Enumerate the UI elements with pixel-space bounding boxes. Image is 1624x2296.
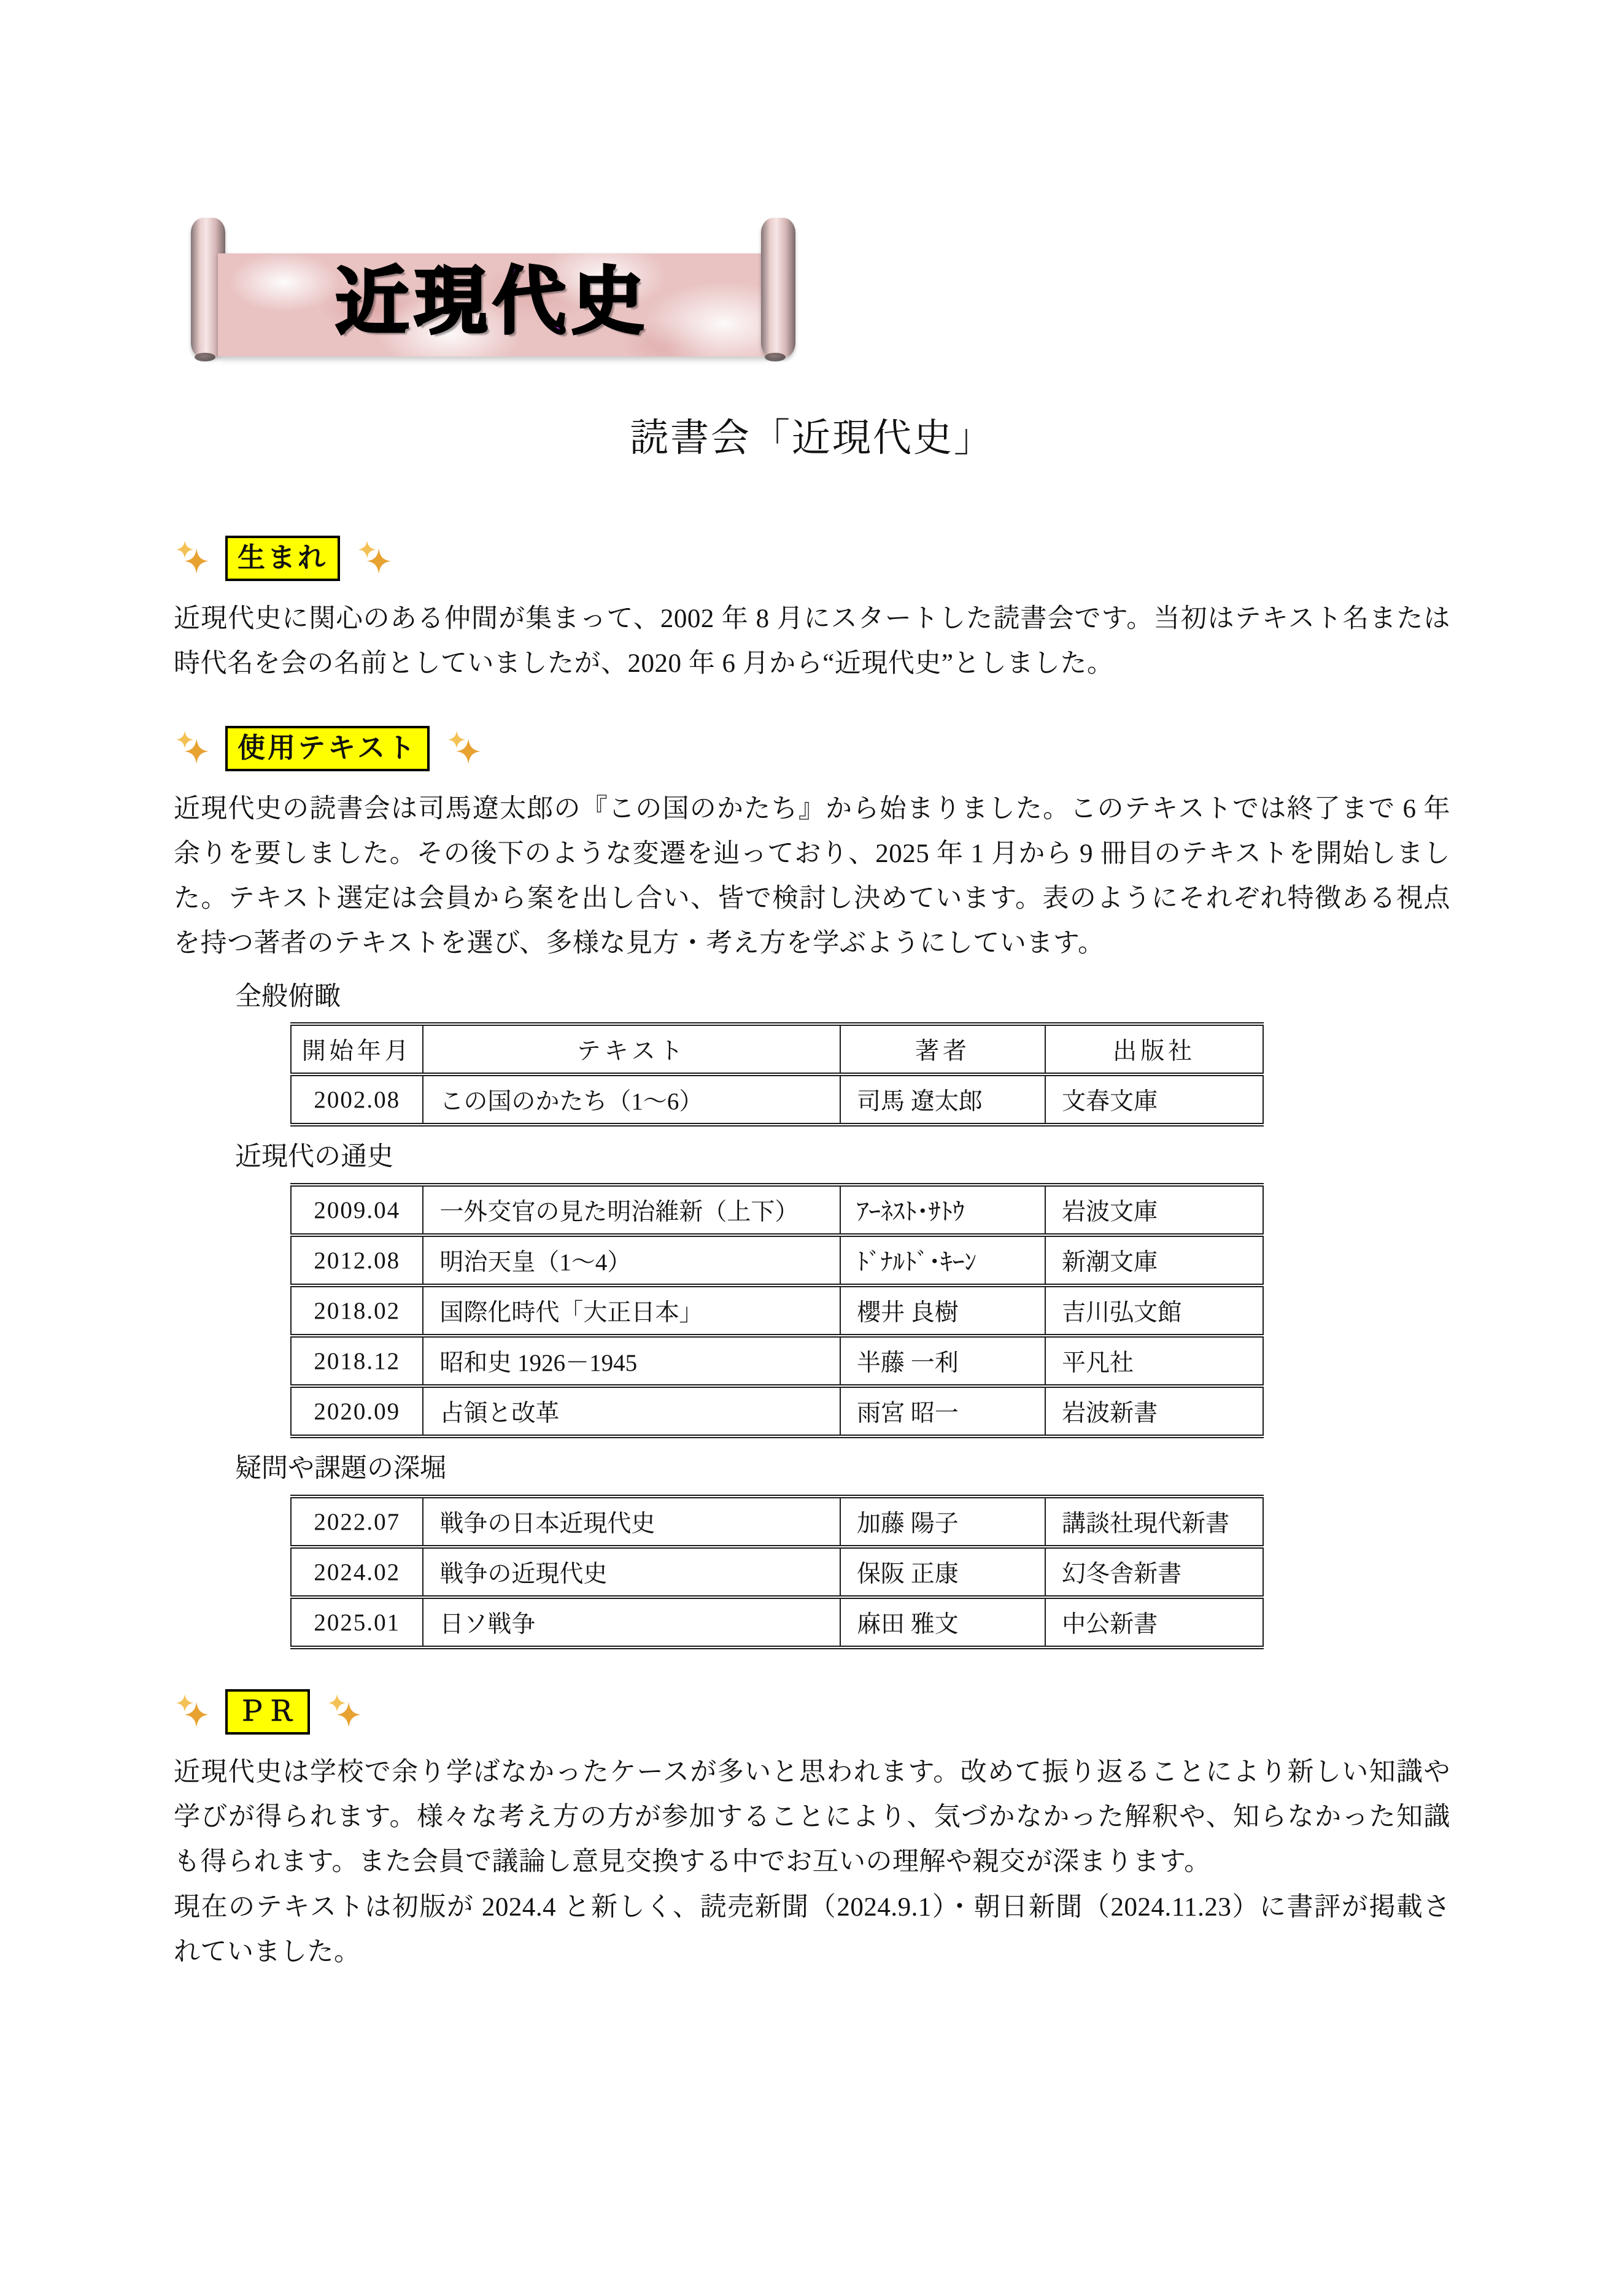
- sparkle-icon: [174, 1693, 209, 1731]
- table-cell: 司馬 遼太郎: [840, 1074, 1045, 1125]
- scroll-roll-right-icon: [761, 218, 795, 358]
- table-cell: 2020.09: [291, 1386, 423, 1436]
- table-cell: 2022.07: [291, 1497, 423, 1547]
- section-heading-badge: ＰＲ: [225, 1689, 310, 1735]
- table-row: [291, 1336, 1263, 1386]
- texts-table-general-history: [290, 1183, 1264, 1438]
- table-cell: この国のかたち（1～6）: [423, 1074, 840, 1125]
- column-header: 著者: [840, 1024, 1045, 1074]
- table-cell: 2012.08: [291, 1235, 423, 1285]
- table-cell: 文春文庫: [1045, 1074, 1263, 1125]
- table-header-row: [291, 1024, 1263, 1074]
- table-cell: 2018.02: [291, 1285, 423, 1336]
- sparkle-icon: [356, 539, 392, 577]
- table-cell: 2018.12: [291, 1336, 423, 1386]
- table-row: [291, 1185, 1263, 1235]
- column-header: テキスト: [423, 1024, 840, 1074]
- table-cell: 戦争の近現代史: [423, 1547, 840, 1597]
- table-cell: 占領と改革: [423, 1386, 840, 1436]
- table-cell: 半藤 一利: [840, 1336, 1045, 1386]
- section-paragraph: 近現代史は学校で余り学ばなかったケースが多いと思われます。改めて振り返ることにより新しい知識や学びが得られます。様々な考え方の方が参加することにより、気づかなかった解釈や、知らなかった知識も得られます。また会員で議論し意見交換する中でお互いの理解や親交が深まります。: [174, 1758, 1450, 1877]
- sparkle-icon: [326, 1693, 362, 1731]
- table-group-label: 近現代の通史: [235, 1142, 393, 1172]
- banner-scroll: [191, 218, 795, 358]
- section-paragraph: 現在のテキストは初版が 2024.4 と新しく、読売新聞（2024.9.1）・朝日新聞（2024.11.23）に書評が掲載されていました。: [174, 1892, 1450, 1967]
- table-cell: 2002.08: [291, 1074, 423, 1125]
- table-cell: 保阪 正康: [840, 1547, 1045, 1597]
- text-history-tables: [174, 980, 1450, 1650]
- table-cell: 昭和史 1926－1945: [423, 1336, 840, 1386]
- table-cell: ﾄﾞﾅﾙﾄﾞ･ｷｰﾝ: [840, 1235, 1045, 1285]
- table-cell: 2025.01: [291, 1597, 423, 1647]
- table-cell: 加藤 陽子: [840, 1497, 1045, 1547]
- table-cell: 新潮文庫: [1045, 1235, 1263, 1285]
- table-cell: 平凡社: [1045, 1336, 1263, 1386]
- table-cell: 麻田 雅文: [840, 1597, 1045, 1647]
- sparkle-icon: [446, 730, 481, 768]
- section-paragraph: 近現代史に関心のある仲間が集まって、2002 年 8 月にスタートした読書会です。当初はテキスト名または時代名を会の名前としていましたが、2020 年 6 月から“近現代史”としました。: [174, 604, 1450, 679]
- table-row: [291, 1386, 1263, 1436]
- table-cell: 戦争の日本近現代史: [423, 1497, 840, 1547]
- table-cell: 2024.02: [291, 1547, 423, 1597]
- table-row: [291, 1285, 1263, 1336]
- table-cell: 雨宮 昭一: [840, 1386, 1045, 1436]
- table-row: [291, 1235, 1263, 1285]
- section-paragraph: 近現代史の読書会は司馬遼太郎の『この国のかたち』から始まりました。このテキストでは終了まで 6 年余りを要しました。その後下のような変遷を辿っており、2025 年 1 月から 9 冊目のテキストを開始しました。テキスト選定は会員から案を出し合い、皆で検討し決めています。表のようにそれぞれ特徴ある視点を持つ著者のテキストを選び、多様な見方・考え方を学ぶようにしています。: [174, 795, 1450, 958]
- table-cell: ｱｰﾈｽﾄ･ｻﾄｳ: [840, 1185, 1045, 1235]
- section-pr: [174, 1685, 1450, 1974]
- texts-table-overview: [290, 1022, 1264, 1127]
- column-header: 開始年月: [291, 1024, 423, 1074]
- table-cell: 一外交官の見た明治維新（上下）: [423, 1185, 840, 1235]
- banner-marble-band: [218, 253, 768, 356]
- section-origin: [174, 531, 1450, 686]
- table-cell: 中公新書: [1045, 1597, 1263, 1647]
- table-cell: 幻冬舎新書: [1045, 1547, 1263, 1597]
- section-heading-badge: 生まれ: [225, 536, 340, 582]
- section-heading: [174, 722, 1450, 776]
- section-heading: [174, 531, 1450, 585]
- section-heading-badge: 使用テキスト: [225, 726, 430, 772]
- section-heading: [174, 1685, 1450, 1739]
- table-row: [291, 1597, 1263, 1647]
- table-row: [291, 1547, 1263, 1597]
- section-texts: [174, 722, 1450, 1649]
- column-header: 出版社: [1045, 1024, 1263, 1074]
- sparkle-icon: [174, 730, 209, 768]
- table-cell: 吉川弘文館: [1045, 1285, 1263, 1336]
- texts-table-deep-dive: [290, 1495, 1264, 1649]
- table-cell: 櫻井 良樹: [840, 1285, 1045, 1336]
- sparkle-icon: [174, 539, 209, 577]
- table-cell: 講談社現代新書: [1045, 1497, 1263, 1547]
- table-row: [291, 1497, 1263, 1547]
- banner-text: 近現代史: [336, 262, 651, 342]
- table-group-label: 疑問や課題の深堀: [235, 1454, 446, 1484]
- table-row: [291, 1074, 1263, 1125]
- table-cell: 国際化時代「大正日本」: [423, 1285, 840, 1336]
- page-title: 読書会「近現代史」: [630, 417, 994, 460]
- table-cell: 日ソ戦争: [423, 1597, 840, 1647]
- table-cell: 岩波文庫: [1045, 1185, 1263, 1235]
- table-cell: 岩波新書: [1045, 1386, 1263, 1436]
- table-group-label: 全般俯瞰: [235, 982, 341, 1011]
- table-cell: 明治天皇（1～4）: [423, 1235, 840, 1285]
- table-cell: 2009.04: [291, 1185, 423, 1235]
